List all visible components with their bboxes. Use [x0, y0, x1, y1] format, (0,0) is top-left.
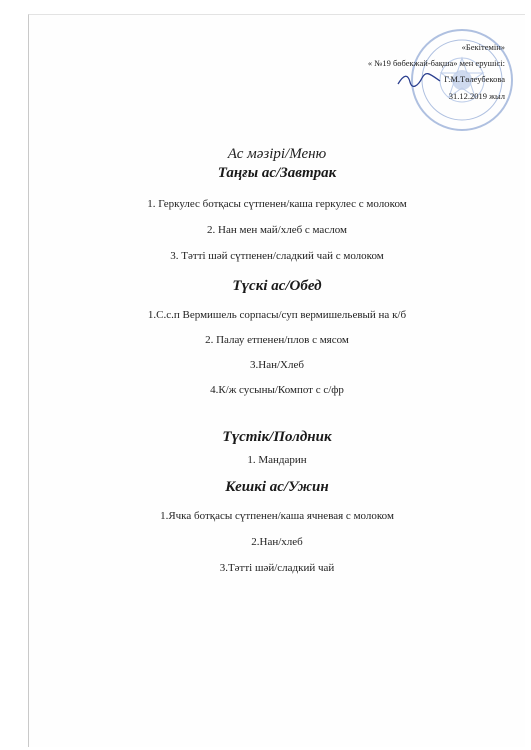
menu-title: Ас мәзірі/Меню [227, 146, 327, 162]
snack-heading: Түстік/Полдник [222, 429, 332, 445]
lunch-item: 2. Палау етпенен/плов с мясом [205, 334, 349, 346]
menu-section [29, 145, 525, 575]
approval-date: 31.12.2019 жыл [448, 91, 505, 102]
dinner-item: 3.Тәтті шәй/сладкий чай [219, 562, 335, 574]
breakfast-item: 1. Геркулес ботқасы сүтпенен/каша геркулес с молоком [147, 198, 407, 210]
lunch-item: 4.К/ж сусыны/Компот с с/фр [210, 384, 344, 396]
breakfast-heading: Таңғы ас/Завтрак [217, 165, 337, 181]
breakfast-item: 3. Тәтті шәй сүтпенен/сладкий чай с молоком [170, 250, 384, 262]
breakfast-item: 2. Нан мен май/хлеб с маслом [207, 224, 347, 236]
approval-title: «Бекітемін» [461, 42, 505, 52]
approval-organization: « №19 бөбекжай-бақша» мен ерушісі: [367, 58, 505, 68]
snack-item: 1. Мандарин [247, 454, 307, 466]
approval-signatory: Г.М.Төлеубекова [295, 71, 505, 88]
lunch-item: 1.С.с.п Вермишель сорпасы/суп вермишельевый на к/б [147, 309, 407, 321]
document-page [28, 14, 525, 747]
lunch-item: 3.Нан/Хлеб [250, 359, 304, 371]
dinner-heading: Кешкі ас/Ужин [225, 479, 329, 495]
dinner-item: 1.Ячка ботқасы сүтпенен/каша ячневая с молоком [160, 510, 394, 522]
signature-icon [396, 72, 442, 88]
lunch-heading: Түскі ас/Обед [232, 278, 322, 294]
dinner-item: 2.Нан/хлеб [251, 536, 303, 548]
approval-block [295, 39, 505, 104]
